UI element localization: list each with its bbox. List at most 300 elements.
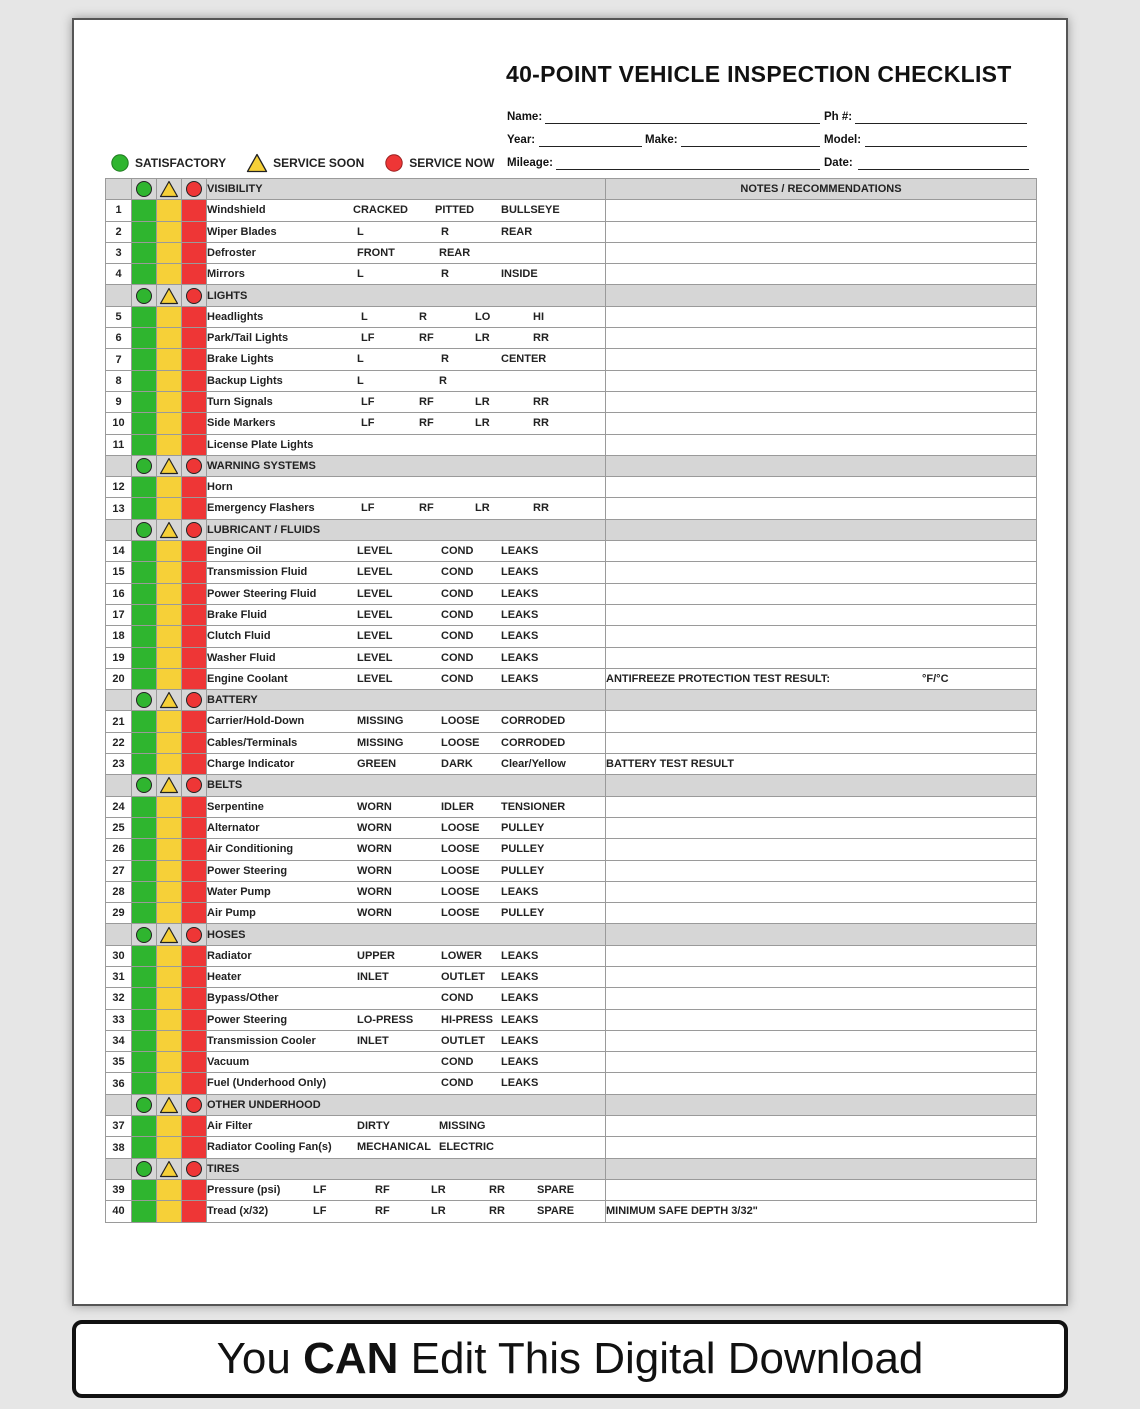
satisfactory-checkbox[interactable]	[132, 966, 157, 987]
item-option[interactable]: LOOSE	[441, 736, 480, 749]
page-title: 40-POINT VEHICLE INSPECTION CHECKLIST	[506, 61, 1012, 87]
service-soon-checkbox[interactable]	[157, 1201, 182, 1222]
item-option[interactable]: COND	[441, 630, 474, 643]
item-option[interactable]: R	[439, 374, 447, 387]
notes-cell[interactable]	[606, 370, 1037, 391]
service-now-checkbox[interactable]	[182, 1030, 207, 1051]
item-option[interactable]: LEAKS	[501, 885, 539, 898]
notes-cell[interactable]	[606, 541, 1037, 562]
item-option[interactable]: LEAKS	[501, 651, 539, 664]
item-option[interactable]: LEAKS	[501, 1077, 539, 1090]
notes-cell[interactable]	[606, 1009, 1037, 1030]
item-option[interactable]: INLET	[357, 970, 389, 983]
section-yellow-icon-cell	[157, 519, 182, 540]
service-now-checkbox[interactable]	[182, 988, 207, 1009]
item-option[interactable]: LEAKS	[501, 949, 539, 962]
item-option[interactable]: UPPER	[357, 949, 395, 962]
service-now-checkbox[interactable]	[182, 626, 207, 647]
service-soon-checkbox[interactable]	[157, 1052, 182, 1073]
satisfactory-checkbox[interactable]	[132, 839, 157, 860]
item-option[interactable]: R	[441, 225, 449, 238]
notes-cell[interactable]	[606, 242, 1037, 263]
satisfactory-checkbox[interactable]	[132, 903, 157, 924]
notes-cell[interactable]	[606, 881, 1037, 902]
satisfactory-checkbox[interactable]	[132, 264, 157, 285]
item-option[interactable]: LEAKS	[501, 992, 539, 1005]
service-now-checkbox[interactable]	[182, 1009, 207, 1030]
service-now-checkbox[interactable]	[182, 541, 207, 562]
item-option[interactable]: SPARE	[537, 1183, 575, 1196]
item-options	[207, 328, 605, 348]
item-name: Water Pump	[207, 885, 271, 898]
item-option[interactable]: LEVEL	[357, 672, 393, 685]
item-option[interactable]: COND	[441, 566, 474, 579]
notes-cell[interactable]	[606, 391, 1037, 412]
satisfactory-checkbox[interactable]	[132, 541, 157, 562]
item-option[interactable]: LOOSE	[441, 715, 480, 728]
service-soon-checkbox[interactable]	[157, 1009, 182, 1030]
item-option[interactable]: LOOSE	[441, 864, 480, 877]
notes-cell[interactable]	[606, 754, 1037, 775]
red-circle-icon	[185, 521, 203, 539]
notes-cell[interactable]	[606, 562, 1037, 583]
notes-cell[interactable]	[606, 966, 1037, 987]
item-option[interactable]: LEAKS	[501, 672, 539, 685]
item-option[interactable]: PULLEY	[501, 864, 545, 877]
item-option[interactable]: COND	[441, 672, 474, 685]
service-now-checkbox[interactable]	[182, 583, 207, 604]
name-field[interactable]	[545, 123, 820, 124]
item-option[interactable]: PITTED	[435, 204, 475, 217]
item-option[interactable]: OUTLET	[441, 1034, 485, 1047]
notes-cell[interactable]	[606, 988, 1037, 1009]
item-option[interactable]: L	[357, 374, 364, 387]
notes-cell[interactable]	[606, 498, 1037, 519]
item-option[interactable]: LOOSE	[441, 907, 480, 920]
satisfactory-checkbox[interactable]	[132, 796, 157, 817]
satisfactory-checkbox[interactable]	[132, 817, 157, 838]
service-soon-checkbox[interactable]	[157, 413, 182, 434]
satisfactory-checkbox[interactable]	[132, 306, 157, 327]
item-option[interactable]: LEVEL	[357, 566, 393, 579]
service-soon-checkbox[interactable]	[157, 200, 182, 221]
notes-cell[interactable]	[606, 477, 1037, 498]
notes-cell[interactable]	[606, 732, 1037, 753]
notes-cell[interactable]	[606, 1179, 1037, 1200]
service-now-checkbox[interactable]	[182, 242, 207, 263]
item-option[interactable]: COND	[441, 1056, 474, 1069]
notes-cell[interactable]	[606, 583, 1037, 604]
service-soon-checkbox[interactable]	[157, 604, 182, 625]
item-option[interactable]: WORN	[357, 800, 392, 813]
item-option[interactable]: CORRODED	[501, 736, 566, 749]
item-option[interactable]: LEAKS	[501, 587, 539, 600]
service-now-checkbox[interactable]	[182, 817, 207, 838]
item-option[interactable]: COND	[441, 1077, 474, 1090]
item-option[interactable]: LEVEL	[357, 608, 393, 621]
item-option[interactable]: LR	[475, 395, 490, 408]
service-soon-checkbox[interactable]	[157, 881, 182, 902]
item-option[interactable]: RF	[419, 332, 434, 345]
item-option[interactable]: SPARE	[537, 1205, 575, 1218]
satisfactory-checkbox[interactable]	[132, 498, 157, 519]
item-option[interactable]: OUTLET	[441, 970, 485, 983]
service-now-checkbox[interactable]	[182, 711, 207, 732]
service-now-checkbox[interactable]	[182, 839, 207, 860]
item-option[interactable]: IDLER	[441, 800, 474, 813]
notes-cell[interactable]	[606, 945, 1037, 966]
table-row	[106, 541, 1037, 562]
service-soon-checkbox[interactable]	[157, 945, 182, 966]
notes-cell[interactable]	[606, 604, 1037, 625]
notes-cell[interactable]	[606, 903, 1037, 924]
item-option[interactable]: LF	[361, 395, 375, 408]
service-now-checkbox[interactable]	[182, 434, 207, 455]
service-now-checkbox[interactable]	[182, 1116, 207, 1137]
table-row	[106, 966, 1037, 987]
service-now-checkbox[interactable]	[182, 349, 207, 370]
satisfactory-checkbox[interactable]	[132, 242, 157, 263]
item-option[interactable]: R	[441, 268, 449, 281]
date-field[interactable]	[858, 169, 1029, 170]
item-option[interactable]: RR	[533, 502, 549, 515]
item-option[interactable]: LF	[361, 502, 375, 515]
item-option[interactable]: REAR	[501, 225, 533, 238]
item-option[interactable]: CENTER	[501, 353, 547, 366]
item-option[interactable]: RF	[419, 502, 434, 515]
year-field[interactable]	[539, 146, 642, 147]
item-option[interactable]: COND	[441, 608, 474, 621]
item-option[interactable]: LF	[313, 1205, 327, 1218]
satisfactory-checkbox[interactable]	[132, 1201, 157, 1222]
service-now-checkbox[interactable]	[182, 966, 207, 987]
item-option[interactable]: INSIDE	[501, 268, 538, 281]
item-option[interactable]: COND	[441, 545, 474, 558]
satisfactory-checkbox[interactable]	[132, 945, 157, 966]
legend-service-now	[384, 153, 494, 173]
notes-cell[interactable]	[606, 1116, 1037, 1137]
notes-cell[interactable]	[606, 1052, 1037, 1073]
satisfactory-checkbox[interactable]	[132, 391, 157, 412]
item-option[interactable]: REAR	[439, 246, 471, 259]
item-option[interactable]: LOOSE	[441, 885, 480, 898]
satisfactory-checkbox[interactable]	[132, 626, 157, 647]
service-soon-checkbox[interactable]	[157, 583, 182, 604]
item-option[interactable]: RF	[419, 417, 434, 430]
satisfactory-checkbox[interactable]	[132, 711, 157, 732]
satisfactory-checkbox[interactable]	[132, 860, 157, 881]
service-soon-checkbox[interactable]	[157, 647, 182, 668]
service-soon-checkbox[interactable]	[157, 562, 182, 583]
item-option[interactable]: LF	[361, 417, 375, 430]
item-option[interactable]: LEVEL	[357, 587, 393, 600]
item-option[interactable]: L	[361, 310, 368, 323]
item-option[interactable]: LEVEL	[357, 545, 393, 558]
item-option[interactable]: BULLSEYE	[501, 204, 560, 217]
item-option[interactable]: HI	[533, 310, 544, 323]
service-soon-checkbox[interactable]	[157, 966, 182, 987]
satisfactory-checkbox[interactable]	[132, 988, 157, 1009]
mileage-field[interactable]	[556, 169, 820, 170]
service-soon-checkbox[interactable]	[157, 264, 182, 285]
satisfactory-checkbox[interactable]	[132, 732, 157, 753]
item-option[interactable]: LEAKS	[501, 630, 539, 643]
service-soon-checkbox[interactable]	[157, 860, 182, 881]
item-option[interactable]: GREEN	[357, 758, 397, 771]
notes-cell[interactable]	[606, 1073, 1037, 1094]
satisfactory-checkbox[interactable]	[132, 328, 157, 349]
item-option[interactable]: MECHANICAL	[357, 1141, 431, 1154]
service-soon-checkbox[interactable]	[157, 349, 182, 370]
section-red-icon-cell	[182, 1158, 207, 1179]
service-now-checkbox[interactable]	[182, 1052, 207, 1073]
make-field[interactable]	[681, 146, 820, 147]
notes-cell[interactable]	[606, 1030, 1037, 1051]
satisfactory-checkbox[interactable]	[132, 1009, 157, 1030]
service-soon-checkbox[interactable]	[157, 391, 182, 412]
service-soon-checkbox[interactable]	[157, 754, 182, 775]
section-red-icon-cell	[182, 455, 207, 476]
item-option[interactable]: INLET	[357, 1034, 389, 1047]
service-now-checkbox[interactable]	[182, 1137, 207, 1158]
service-now-checkbox[interactable]	[182, 221, 207, 242]
service-soon-checkbox[interactable]	[157, 242, 182, 263]
item-option[interactable]: WORN	[357, 864, 392, 877]
service-soon-checkbox[interactable]	[157, 903, 182, 924]
item-option[interactable]: COND	[441, 992, 474, 1005]
item-option[interactable]: RR	[533, 417, 549, 430]
service-soon-checkbox[interactable]	[157, 711, 182, 732]
notes-cell[interactable]	[606, 264, 1037, 285]
service-soon-checkbox[interactable]	[157, 1137, 182, 1158]
item-option[interactable]: LEAKS	[501, 970, 539, 983]
notes-cell[interactable]	[606, 860, 1037, 881]
service-soon-checkbox[interactable]	[157, 1030, 182, 1051]
item-option[interactable]: COND	[441, 587, 474, 600]
item-name: Windshield	[207, 204, 266, 217]
item-option[interactable]: L	[357, 268, 364, 281]
satisfactory-checkbox[interactable]	[132, 754, 157, 775]
satisfactory-checkbox[interactable]	[132, 200, 157, 221]
satisfactory-checkbox[interactable]	[132, 562, 157, 583]
item-option[interactable]: RR	[489, 1205, 505, 1218]
satisfactory-checkbox[interactable]	[132, 604, 157, 625]
item-option[interactable]: LF	[313, 1183, 327, 1196]
table-row	[106, 242, 1037, 263]
satisfactory-checkbox[interactable]	[132, 434, 157, 455]
service-now-checkbox[interactable]	[182, 562, 207, 583]
service-now-checkbox[interactable]	[182, 860, 207, 881]
item-option[interactable]: R	[419, 310, 427, 323]
item-option[interactable]: LEAKS	[501, 545, 539, 558]
item-number: 26	[106, 839, 132, 860]
phone-field[interactable]	[855, 123, 1027, 124]
service-now-checkbox[interactable]	[182, 477, 207, 498]
item-option[interactable]: HI-PRESS	[441, 1013, 493, 1026]
service-soon-checkbox[interactable]	[157, 988, 182, 1009]
item-option[interactable]: MISSING	[357, 736, 404, 749]
item-option[interactable]: FRONT	[357, 246, 395, 259]
item-option[interactable]: COND	[441, 651, 474, 664]
item-option[interactable]: PULLEY	[501, 821, 545, 834]
service-soon-checkbox[interactable]	[157, 796, 182, 817]
notes-cell[interactable]	[606, 796, 1037, 817]
service-now-checkbox[interactable]	[182, 732, 207, 753]
service-now-checkbox[interactable]	[182, 391, 207, 412]
notes-cell[interactable]	[606, 349, 1037, 370]
item-option[interactable]: LEAKS	[501, 1013, 539, 1026]
satisfactory-checkbox[interactable]	[132, 1179, 157, 1200]
item-option[interactable]: WORN	[357, 907, 392, 920]
item-option[interactable]: WORN	[357, 885, 392, 898]
item-option[interactable]: LEAKS	[501, 566, 539, 579]
item-option[interactable]: RF	[419, 395, 434, 408]
service-now-checkbox[interactable]	[182, 945, 207, 966]
service-soon-checkbox[interactable]	[157, 541, 182, 562]
item-option[interactable]: WORN	[357, 843, 392, 856]
item-option[interactable]: RF	[375, 1205, 390, 1218]
service-now-checkbox[interactable]	[182, 200, 207, 221]
item-option[interactable]: TENSIONER	[501, 800, 566, 813]
service-soon-checkbox[interactable]	[157, 434, 182, 455]
notes-cell[interactable]	[606, 221, 1037, 242]
item-option[interactable]: PULLEY	[501, 907, 545, 920]
item-option[interactable]: RR	[489, 1183, 505, 1196]
item-option[interactable]: L	[357, 225, 364, 238]
service-soon-checkbox[interactable]	[157, 817, 182, 838]
item-cell	[207, 306, 606, 327]
satisfactory-checkbox[interactable]	[132, 583, 157, 604]
item-option[interactable]: Clear/Yellow	[501, 758, 566, 771]
item-option[interactable]: LEVEL	[357, 651, 393, 664]
notes-cell[interactable]	[606, 1201, 1037, 1222]
service-now-checkbox[interactable]	[182, 498, 207, 519]
item-option[interactable]: LOOSE	[441, 821, 480, 834]
satisfactory-checkbox[interactable]	[132, 1073, 157, 1094]
notes-cell[interactable]	[606, 839, 1037, 860]
satisfactory-checkbox[interactable]	[132, 1116, 157, 1137]
notes-cell[interactable]	[606, 626, 1037, 647]
item-option[interactable]: L	[357, 353, 364, 366]
satisfactory-checkbox[interactable]	[132, 1030, 157, 1051]
service-now-checkbox[interactable]	[182, 370, 207, 391]
service-soon-checkbox[interactable]	[157, 1116, 182, 1137]
item-option[interactable]: CORRODED	[501, 715, 566, 728]
satisfactory-checkbox[interactable]	[132, 647, 157, 668]
satisfactory-checkbox[interactable]	[132, 413, 157, 434]
service-now-checkbox[interactable]	[182, 796, 207, 817]
item-option[interactable]: WORN	[357, 821, 392, 834]
service-soon-checkbox[interactable]	[157, 498, 182, 519]
item-option[interactable]: LR	[431, 1205, 446, 1218]
satisfactory-checkbox[interactable]	[132, 1137, 157, 1158]
service-soon-checkbox[interactable]	[157, 477, 182, 498]
item-option[interactable]: LEAKS	[501, 1056, 539, 1069]
item-option[interactable]: PULLEY	[501, 843, 545, 856]
item-option[interactable]: LR	[475, 502, 490, 515]
notes-cell[interactable]	[606, 328, 1037, 349]
notes-cell[interactable]	[606, 413, 1037, 434]
item-option[interactable]: LEAKS	[501, 1034, 539, 1047]
item-option[interactable]: R	[441, 353, 449, 366]
item-option[interactable]: LOOSE	[441, 843, 480, 856]
item-option[interactable]: LEAKS	[501, 608, 539, 621]
service-soon-checkbox[interactable]	[157, 668, 182, 689]
service-now-checkbox[interactable]	[182, 754, 207, 775]
service-soon-checkbox[interactable]	[157, 1073, 182, 1094]
notes-cell[interactable]	[606, 668, 1037, 689]
service-now-checkbox[interactable]	[182, 1201, 207, 1222]
service-now-checkbox[interactable]	[182, 306, 207, 327]
service-now-checkbox[interactable]	[182, 881, 207, 902]
item-option[interactable]: DARK	[441, 758, 473, 771]
notes-cell[interactable]	[606, 1137, 1037, 1158]
item-option[interactable]: RR	[533, 332, 549, 345]
notes-cell[interactable]	[606, 200, 1037, 221]
service-soon-checkbox[interactable]	[157, 839, 182, 860]
item-option[interactable]: LF	[361, 332, 375, 345]
service-soon-checkbox[interactable]	[157, 221, 182, 242]
satisfactory-checkbox[interactable]	[132, 881, 157, 902]
item-cell	[207, 562, 606, 583]
service-soon-checkbox[interactable]	[157, 1179, 182, 1200]
service-soon-checkbox[interactable]	[157, 370, 182, 391]
notes-cell[interactable]	[606, 711, 1037, 732]
service-soon-checkbox[interactable]	[157, 306, 182, 327]
item-option[interactable]: DIRTY	[357, 1120, 390, 1133]
item-option[interactable]: CRACKED	[353, 204, 408, 217]
service-now-checkbox[interactable]	[182, 668, 207, 689]
service-now-checkbox[interactable]	[182, 903, 207, 924]
satisfactory-checkbox[interactable]	[132, 1052, 157, 1073]
item-option[interactable]: LR	[475, 332, 490, 345]
item-option[interactable]: LR	[475, 417, 490, 430]
notes-cell[interactable]	[606, 817, 1037, 838]
service-soon-checkbox[interactable]	[157, 328, 182, 349]
satisfactory-checkbox[interactable]	[132, 668, 157, 689]
item-option[interactable]: LO	[475, 310, 491, 323]
item-option[interactable]: LR	[431, 1183, 446, 1196]
notes-cell[interactable]	[606, 306, 1037, 327]
item-options	[207, 818, 605, 838]
item-option[interactable]: LEVEL	[357, 630, 393, 643]
service-now-checkbox[interactable]	[182, 264, 207, 285]
service-now-checkbox[interactable]	[182, 328, 207, 349]
satisfactory-checkbox[interactable]	[132, 349, 157, 370]
service-soon-checkbox[interactable]	[157, 732, 182, 753]
item-option[interactable]: ELECTRIC	[439, 1141, 494, 1154]
service-now-checkbox[interactable]	[182, 647, 207, 668]
item-option[interactable]: RR	[533, 395, 549, 408]
satisfactory-checkbox[interactable]	[132, 370, 157, 391]
service-now-checkbox[interactable]	[182, 1179, 207, 1200]
notes-cell[interactable]	[606, 647, 1037, 668]
satisfactory-checkbox[interactable]	[132, 477, 157, 498]
item-option[interactable]: LO-PRESS	[357, 1013, 414, 1026]
satisfactory-checkbox[interactable]	[132, 221, 157, 242]
service-now-checkbox[interactable]	[182, 604, 207, 625]
item-cell	[207, 1052, 606, 1073]
service-now-checkbox[interactable]	[182, 1073, 207, 1094]
model-field[interactable]	[865, 146, 1027, 147]
item-option[interactable]: MISSING	[357, 715, 404, 728]
item-option[interactable]: RF	[375, 1183, 390, 1196]
item-option[interactable]: MISSING	[439, 1120, 486, 1133]
item-option[interactable]: LOWER	[441, 949, 482, 962]
service-soon-checkbox[interactable]	[157, 626, 182, 647]
service-now-checkbox[interactable]	[182, 413, 207, 434]
notes-cell[interactable]	[606, 434, 1037, 455]
